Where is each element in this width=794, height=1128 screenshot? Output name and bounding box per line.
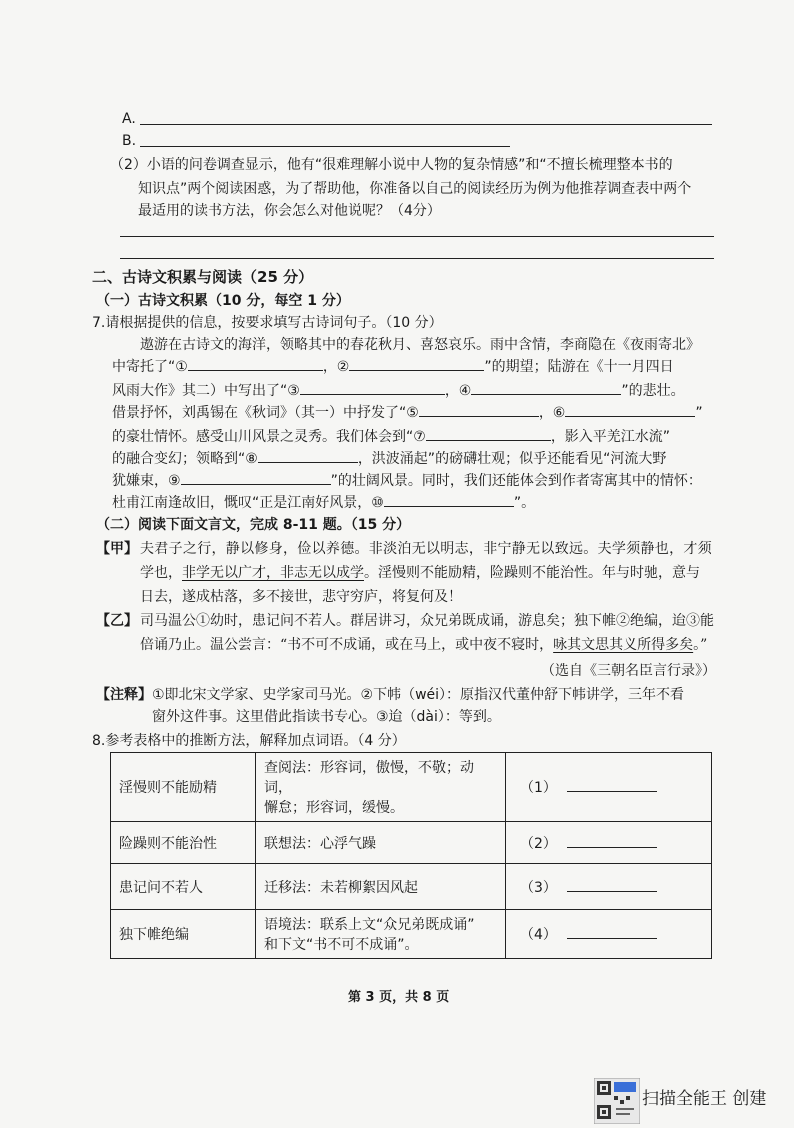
passage-text: ，⑥ (538, 405, 566, 421)
passage-text: ，影入平羌江水流” (550, 429, 671, 445)
answer-line-a[interactable] (140, 124, 712, 125)
answer-cell[interactable] (506, 910, 712, 959)
q2-line-1: （2）小语的问卷调查显示，他有“很难理解小说中人物的复杂情感”和“不擅长梳理整本书的 (110, 157, 673, 173)
passage-text: 风雨大作》其二）中写出了“③ (112, 383, 300, 399)
yi-line-1: 司马温公①幼时，患记问不若人。群居讲习，众兄弟既成诵，游息矣；独下帷②绝编，迨③能 (140, 613, 714, 629)
inference-table (110, 752, 712, 959)
passage-line-2 (112, 356, 674, 376)
note-line-1: ①即北宋文学家、史学家司马光。②下帏（wéi）：原指汉代董仲舒下帏讲学，三年不看 (152, 687, 685, 703)
answer-line-b-label: B. (122, 133, 137, 149)
passage-line-7 (112, 470, 702, 490)
note-label: 【注释】 (96, 687, 152, 703)
method-text: 查阅法：形容词，傲慢，不敬；动词， (264, 760, 474, 796)
question-8-title: 8.参考表格中的推断方法，解释加点词语。（4 分） (92, 733, 406, 749)
table-row (111, 910, 712, 959)
answer-line-b[interactable] (140, 146, 510, 147)
blank-2[interactable] (349, 356, 484, 371)
blank-7[interactable] (426, 426, 551, 441)
passage-text: ，洪波涌起”的磅礴壮观；似乎还能看见“河流大野 (357, 451, 667, 467)
yi-label: 【乙】 (96, 613, 138, 629)
table-row (111, 822, 712, 864)
jia-label: 【甲】 (96, 541, 138, 557)
blank-3[interactable] (300, 380, 445, 395)
question-7-title: 7.请根据提供的信息，按要求填写古诗词句子。（10 分） (92, 315, 443, 331)
subsection-title-1: （一）古诗文积累（10 分，每空 1 分） (96, 293, 350, 309)
passage-line-3 (112, 380, 685, 400)
passage-line-4 (112, 402, 703, 422)
q2-answer-line-1[interactable] (120, 236, 714, 237)
yi-underlined-sentence: 咏其文思其义所得多矣 (553, 637, 694, 653)
method-text: 语境法：联系上文“众兄弟既成诵” (264, 917, 475, 933)
q2-answer-line-2[interactable] (120, 258, 714, 259)
answer-blank-2[interactable] (567, 833, 657, 848)
answer-label: （3） (520, 879, 557, 896)
method-cell: 迁移法：未若柳絮因风起 (256, 864, 506, 910)
table-row (111, 753, 712, 822)
passage-text: ”的期望；陆游在《十一月四日 (484, 359, 674, 375)
jia-text: 学也， (140, 565, 182, 581)
subsection-title-2: （二）阅读下面文言文，完成 8-11 题。（15 分） (96, 517, 411, 533)
passage-line-8 (112, 492, 535, 512)
blank-4[interactable] (471, 380, 621, 395)
answer-label: （1） (520, 780, 557, 796)
passage-text: 借景抒怀，刘禹锡在《秋词》（其一）中抒发了“⑤ (112, 405, 419, 421)
method-text: 和下文“书不可不成诵”。 (264, 937, 419, 953)
method-cell: 联想法：心浮气躁 (256, 822, 506, 864)
blank-8[interactable] (258, 448, 358, 463)
passage-text: 的融合变幻；领略到“⑧ (112, 451, 258, 467)
passage-text: 杜甫江南逢故旧，慨叹“正是江南好风景，⑩ (112, 495, 384, 511)
method-cell (256, 910, 506, 959)
jia-line-3: 日去，遂成枯落，多不接世，悲守穷庐，将复何及！ (140, 589, 462, 605)
q2-line-3: 最适用的读书方法，你会怎么对他说呢？（4分） (138, 203, 441, 219)
jia-text: 。淫慢则不能励精，险躁则不能治性。年与时驰，意与 (364, 565, 700, 581)
passage-text: ，② (322, 359, 350, 375)
blank-6[interactable] (565, 402, 695, 417)
answer-blank-3[interactable] (567, 877, 657, 892)
passage-line-1: 遨游在古诗文的海洋，领略其中的春花秋月、喜怒哀乐。雨中含情，李商隐在《夜雨寄北》 (140, 337, 700, 353)
passage-line-6 (112, 448, 666, 468)
note-line-2: 窗外这件事。这里借此指读书专心。③迨（dài）：等到。 (152, 709, 501, 725)
yi-line-2 (140, 634, 707, 654)
passage-text: 的豪壮情怀。感受山川风景之灵秀。我们体会到“⑦ (112, 429, 426, 445)
page-number: 第 3 页，共 8 页 (348, 990, 450, 1005)
jia-line-1: 夫君子之行，静以修身，俭以养德。非淡泊无以明志，非宁静无以致远。夫学须静也，才须 (140, 541, 712, 557)
passage-text: ” (695, 405, 703, 421)
answer-label: （4） (520, 927, 557, 943)
passage-text: 中寄托了“① (112, 359, 188, 375)
blank-5[interactable] (419, 402, 539, 417)
answer-line-a-label: A. (122, 111, 136, 127)
answer-cell[interactable] (506, 822, 712, 864)
yi-text: 倍诵乃止。温公尝言：“书不可不成诵，或在马上，或中夜不寝时， (140, 637, 554, 653)
passage-text: 犹嫌束，⑨ (112, 473, 181, 489)
yi-text: 。” (693, 637, 708, 653)
phrase-cell: 患记问不若人 (111, 864, 256, 910)
phrase-cell: 险躁则不能治性 (111, 822, 256, 864)
answer-blank-4[interactable] (567, 924, 657, 939)
answer-label: （2） (520, 835, 557, 852)
watermark-text: 扫描全能王 创建 (642, 1089, 767, 1109)
blank-9[interactable] (181, 470, 331, 485)
passage-text: ”的壮阔风景。同时，我们还能体会到作者寄寓其中的情怀： (330, 473, 702, 489)
phrase-cell: 独下帷绝编 (111, 910, 256, 959)
answer-cell[interactable] (506, 864, 712, 910)
jia-line-2 (140, 562, 700, 582)
section-title: 二、古诗文积累与阅读（25 分） (92, 268, 314, 286)
jia-underlined-sentence: 非学无以广才，非志无以成学 (182, 565, 364, 581)
passage-text: ”。 (513, 495, 536, 511)
yi-source: （选自《三朝名臣言行录》） (541, 663, 716, 679)
passage-text: ”的悲壮。 (621, 383, 685, 399)
passage-line-5 (112, 426, 670, 446)
table-row (111, 864, 712, 910)
blank-1[interactable] (188, 356, 323, 371)
q2-line-2: 知识点”两个阅读困惑，为了帮助他，你准备以自己的阅读经历为例为他推荐调查表中两个 (138, 181, 692, 197)
phrase-cell: 淫慢则不能励精 (111, 753, 256, 822)
qr-code-icon (594, 1078, 640, 1124)
answer-blank-1[interactable] (567, 777, 657, 792)
method-cell (256, 753, 506, 822)
method-text: 懈怠；形容词，缓慢。 (264, 800, 404, 816)
answer-cell[interactable] (506, 753, 712, 822)
blank-10[interactable] (384, 492, 514, 507)
passage-text: ，④ (444, 383, 472, 399)
